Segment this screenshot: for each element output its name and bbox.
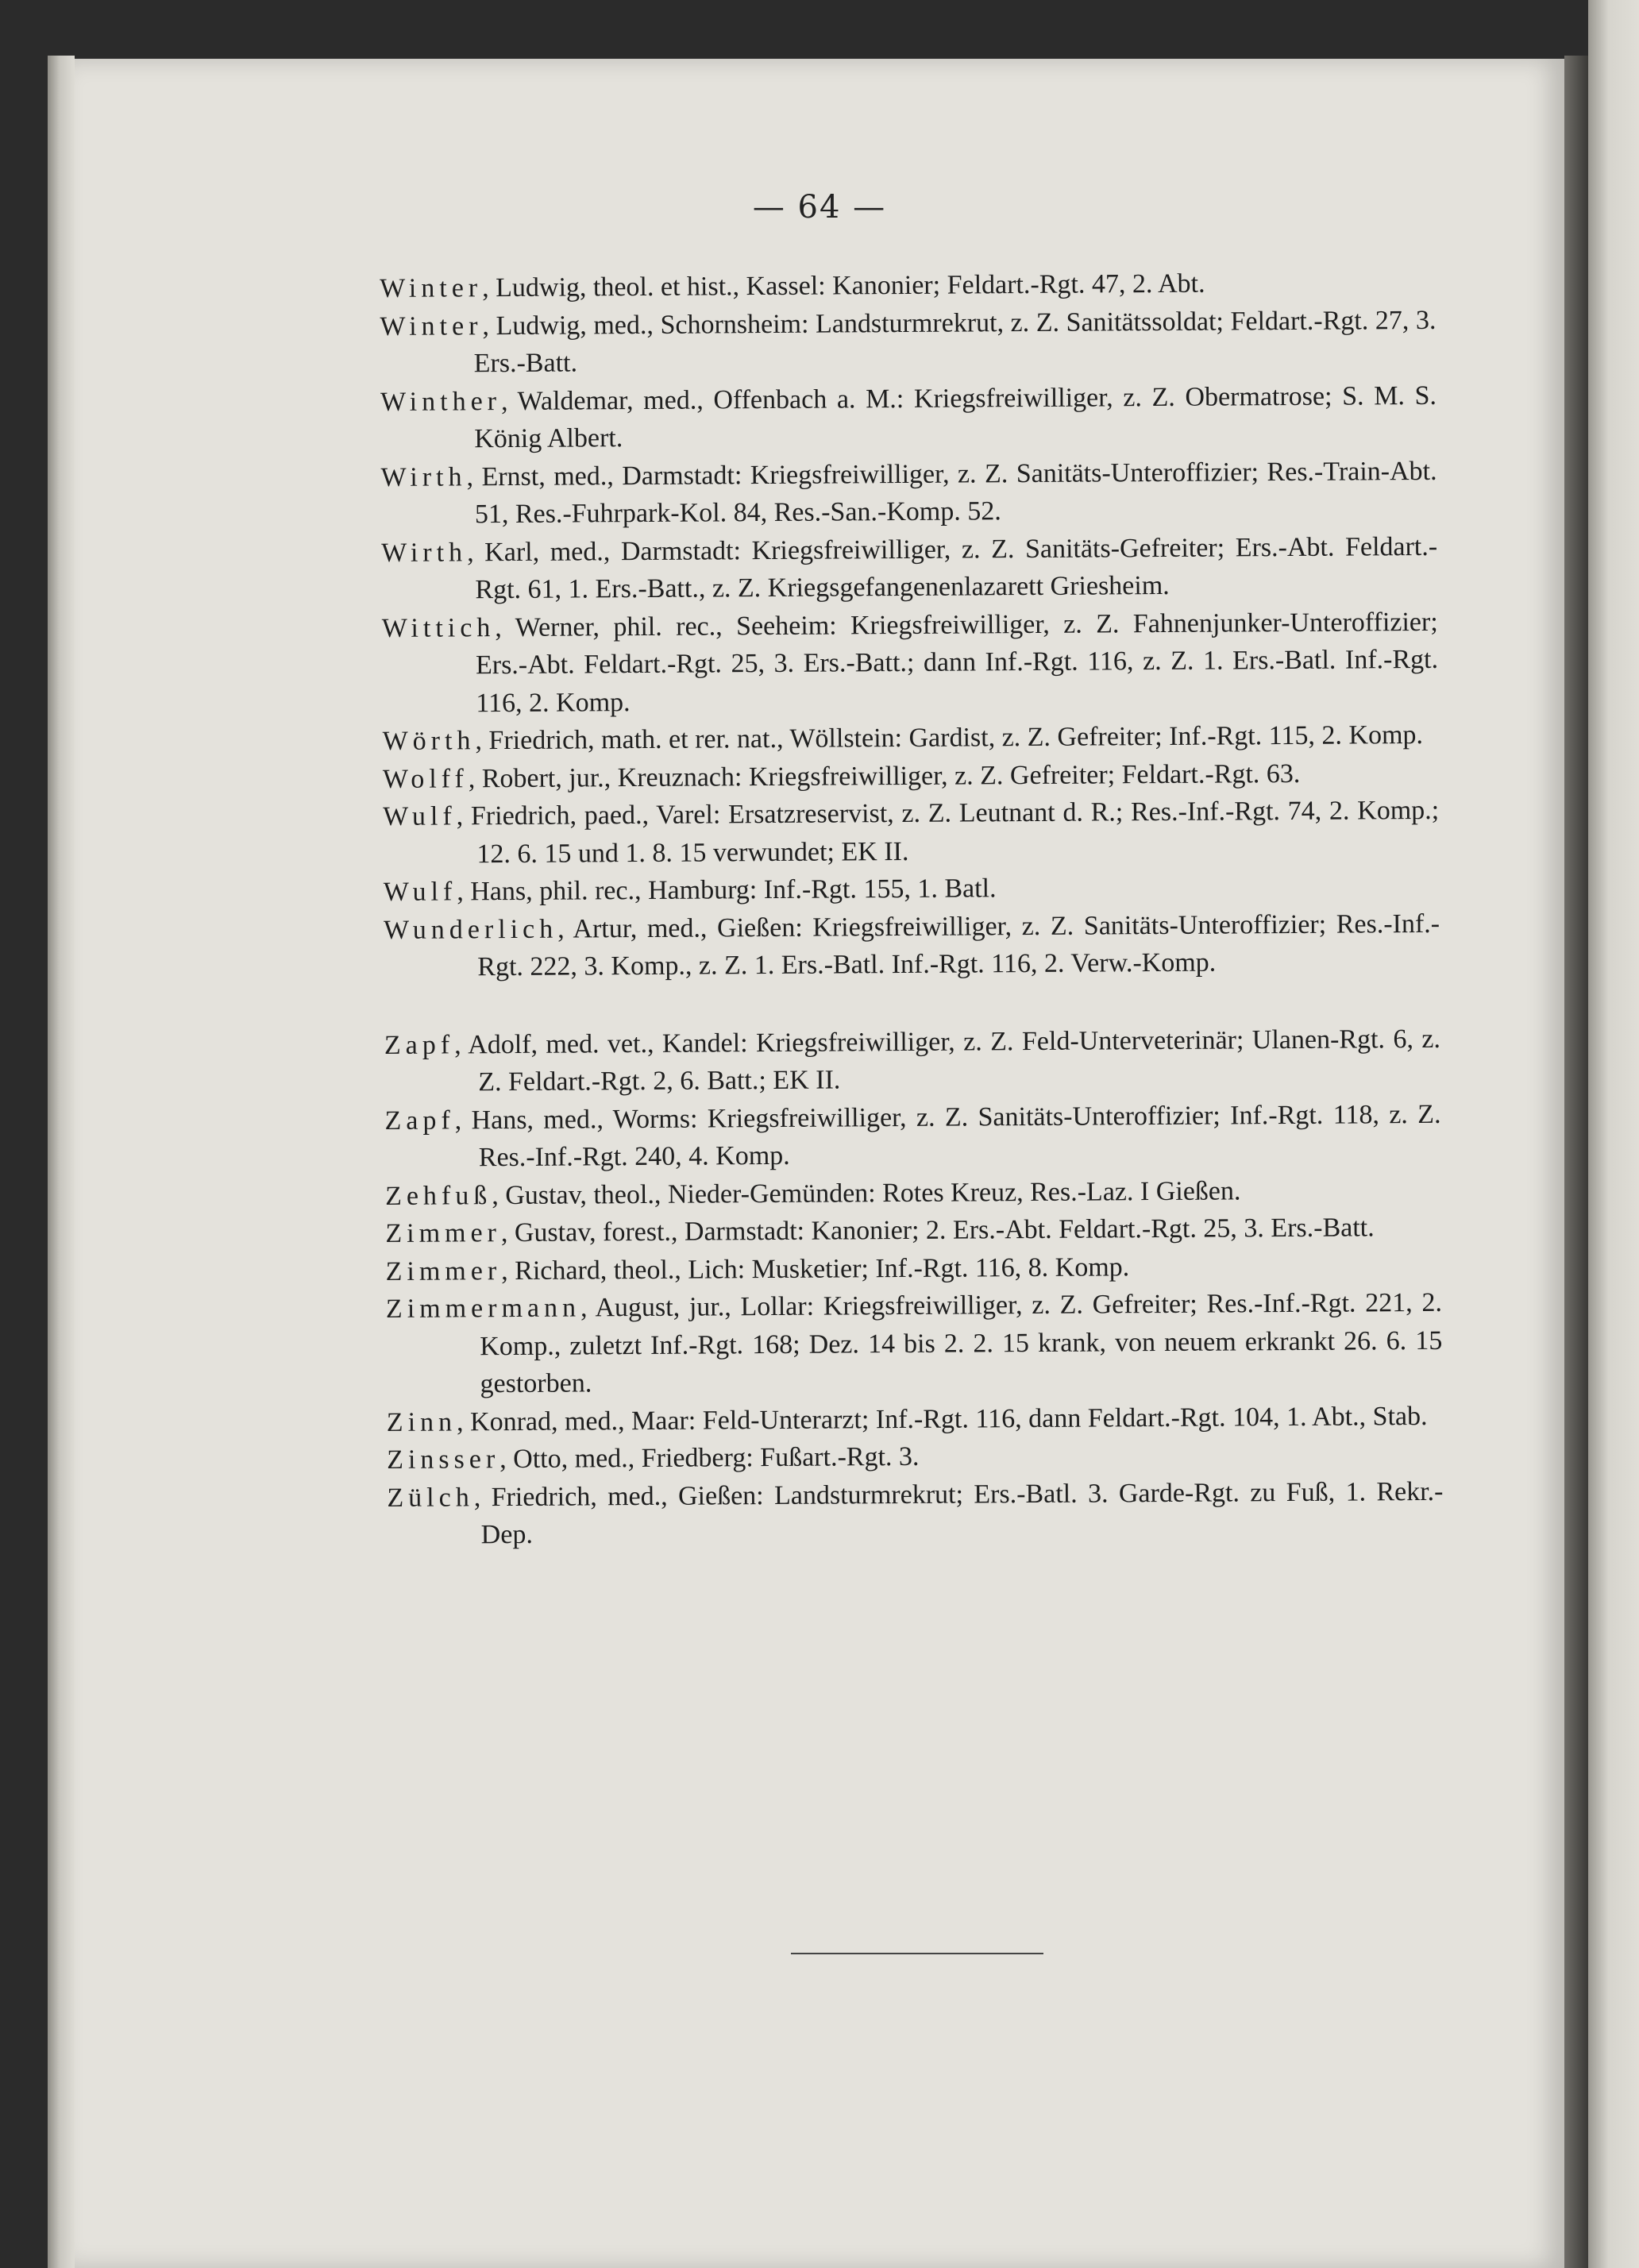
- list-item: [384, 1020, 1441, 1101]
- list-item: [384, 1095, 1441, 1177]
- entry-text: , Karl, med., Darmstadt: Kriegsfreiwilliger, z. Z. Sanitäts-Gefreiter; Ers.-Abt. Feldart.-Rgt. 61, 1. Ers.-Batt., z. Z. Kriegsgefangenenlazarett Griesheim.: [467, 531, 1438, 605]
- entry-text: , Gustav, forest., Darmstadt: Kanonier; 2. Ers.-Abt. Feldart.-Rgt. 25, 3. Ers.-Batt.: [500, 1213, 1375, 1248]
- list-item: [385, 1209, 1441, 1253]
- entry-surname: Zinsser: [387, 1444, 500, 1475]
- entry-text: , Konrad, med., Maar: Feld-Unterarzt; Inf.-Rgt. 116, dann Feldart.-Rgt. 104, 1. Abt., Stab.: [456, 1401, 1428, 1437]
- list-item: [385, 1171, 1441, 1215]
- list-item: [386, 1284, 1443, 1404]
- entry-text: , Ludwig, med., Schornsheim: Landsturmrekrut, z. Z. Sanitätssoldat; Feldart.-Rgt. 27, 3. Ers.-Batt.: [473, 305, 1437, 379]
- entry-surname: Wirth: [381, 537, 468, 568]
- entry-text: , Ernst, med., Darmstadt: Kriegsfreiwilliger, z. Z. Sanitäts-Unteroffizier; Res.-Train-Abt. 51, Res.-Fuhrpark-Kol. 84, Res.-San.-Komp. 52.: [466, 456, 1437, 530]
- entry-text: , Hans, med., Worms: Kriegsfreiwilliger, z. Z. Sanitäts-Unteroffizier; Inf.-Rgt. 118, z. Z. Res.-Inf.-Rgt. 240, 4. Komp.: [454, 1099, 1441, 1173]
- entry-surname: Zimmer: [385, 1256, 502, 1286]
- book-gutter: [1564, 56, 1588, 2268]
- entry-text: , Hans, phil. rec., Hamburg: Inf.-Rgt. 155, 1. Batl.: [457, 874, 997, 907]
- entry-text: , Adolf, med. vet., Kandel: Kriegsfreiwilliger, z. Z. Feld-Unterveterinär; Ulanen-Rgt. 6, z. Z. Feldart.-Rgt. 2, 6. Batt.; EK II.: [454, 1024, 1441, 1097]
- entry-text: , Artur, med., Gießen: Kriegsfreiwilliger, z. Z. Sanitäts-Unteroffizier; Res.-Inf.-Rgt. 222, 3. Komp., z. Z. 1. Ers.-Batl. Inf.-Rgt. 116, 2. Verw.-Komp.: [477, 908, 1440, 982]
- entry-text: , Ludwig, theol. et hist., Kassel: Kanonier; Feldart.-Rgt. 47, 2. Abt.: [482, 268, 1205, 303]
- entry-surname: Winther: [380, 386, 502, 417]
- entry-text: , Friedrich, med., Gießen: Landsturmrekrut; Ers.-Batl. 3. Garde-Rgt. zu Fuß, 1. Rekr.-Dep.: [473, 1476, 1444, 1550]
- entry-text: , Friedrich, math. et rer. nat., Wöllstein: Gardist, z. Z. Gefreiter; Inf.-Rgt. 115, 2. Komp.: [475, 719, 1424, 756]
- entry-surname: Wunderlich: [383, 914, 558, 945]
- section-gap: [384, 980, 1440, 1026]
- list-item: [380, 376, 1437, 458]
- book-left-edge: [48, 56, 75, 2268]
- entry-surname: Wörth: [382, 726, 476, 756]
- list-item: [382, 716, 1438, 761]
- entry-text: , Richard, theol., Lich: Musketier; Inf.-Rgt. 116, 8. Komp.: [501, 1252, 1130, 1286]
- list-item: [380, 264, 1436, 308]
- list-item: [380, 301, 1437, 383]
- list-item: [384, 867, 1440, 912]
- next-page-edge: [1588, 0, 1639, 2268]
- list-item: [383, 754, 1439, 798]
- entry-surname: Wittich: [381, 612, 496, 643]
- list-item: [387, 1435, 1443, 1479]
- page-number: — 64 —: [752, 189, 887, 226]
- entry-surname: Wirth: [380, 461, 467, 492]
- list-item: [380, 452, 1437, 534]
- entry-surname: Zinn: [386, 1406, 457, 1437]
- list-item: [381, 527, 1438, 609]
- entry-text: , Otto, med., Friedberg: Fußart.-Rgt. 3.: [499, 1441, 920, 1475]
- entry-text: , Gustav, theol., Nieder-Gemünden: Rotes Kreuz, Res.-Laz. I Gießen.: [492, 1175, 1241, 1210]
- list-item: [382, 603, 1439, 723]
- entry-surname: Zülch: [387, 1482, 474, 1513]
- list-item: [387, 1472, 1444, 1554]
- end-rule: [791, 1953, 1043, 1954]
- entry-surname: Zehfuß: [385, 1180, 492, 1211]
- entry-surname: Winter: [380, 310, 483, 341]
- entry-surname: Wulf: [383, 877, 457, 907]
- entry-surname: Zimmer: [385, 1218, 502, 1248]
- entry-text: , Werner, phil. rec., Seeheim: Kriegsfreiwilliger, z. Z. Fahnenjunker-Unteroffizier; Ers.-Abt. Feldart.-Rgt. 25, 3. Ers.-Batt.; dann Inf.-Rgt. 116, z. Z. 1. Ers.-Batl. Inf.-Rgt. 116, 2. Komp.: [475, 607, 1439, 718]
- list-item: [384, 904, 1440, 986]
- entry-text: , August, jur., Lollar: Kriegsfreiwilliger, z. Z. Gefreiter; Res.-Inf.-Rgt. 221, 2. Komp., zuletzt Inf.-Rgt. 168; Dez. 14 bis 2. 2. 15 krank, von neuem erkrankt 26. 6. 15 gestorben.: [480, 1287, 1443, 1399]
- list-item: [386, 1246, 1442, 1290]
- entry-text: , Robert, jur., Kreuznach: Kriegsfreiwilliger, z. Z. Gefreiter; Feldart.-Rgt. 63.: [468, 758, 1301, 793]
- entry-surname: Wolff: [382, 763, 469, 794]
- entry-surname: Wulf: [383, 801, 457, 831]
- list-item: [387, 1397, 1443, 1441]
- entry-list: [380, 264, 1444, 1555]
- entry-text: , Waldemar, med., Offenbach a. M.: Kriegsfreiwilliger, z. Z. Obermatrose; S. M. S. König Albert.: [474, 380, 1437, 454]
- entry-surname: Zimmermann: [385, 1293, 581, 1324]
- entry-text: , Friedrich, paed., Varel: Ersatzreservist, z. Z. Leutnant d. R.; Res.-Inf.-Rgt. 74, 2. Komp.; 12. 6. 15 und 1. 8. 15 verwundet; EK II.: [456, 795, 1440, 869]
- entry-surname: Winter: [380, 273, 483, 303]
- list-item: [383, 792, 1440, 874]
- entry-surname: Zapf: [384, 1029, 455, 1060]
- entry-surname: Zapf: [384, 1105, 455, 1136]
